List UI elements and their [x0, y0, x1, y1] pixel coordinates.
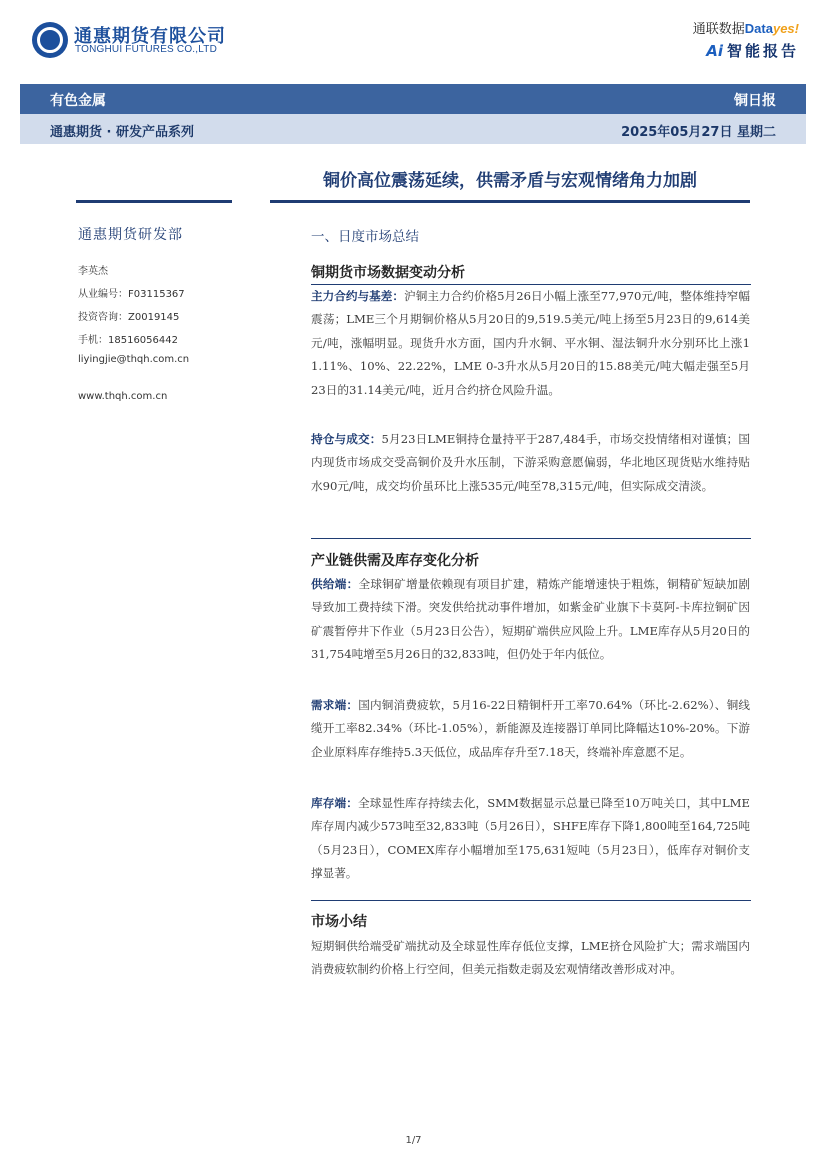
- paragraph-label: 库存端：: [311, 796, 358, 810]
- subsection-title-summary: 市场小结: [311, 914, 367, 930]
- paragraph-label: 主力合约与基差：: [311, 289, 405, 303]
- title-divider-right: [270, 200, 750, 203]
- subsection-title-market-data: 铜期货市场数据变动分析: [311, 265, 465, 281]
- paragraph-label: 需求端：: [311, 698, 359, 712]
- report-date: 2025年05月27日 星期二: [621, 125, 776, 140]
- advisory-number: 投资咨询：Z0019145: [78, 312, 180, 323]
- author-name: 李英杰: [78, 266, 108, 277]
- subsection-divider: [311, 900, 751, 901]
- email-link[interactable]: liyingjie@thqh.com.cn: [78, 354, 190, 365]
- paragraph-summary: 短期铜供给端受矿端扰动及全球显性库存低位支撑，LME挤仓风险扩大；需求端国内消费疲软制约价格上行空间，但美元指数走弱及宏观情绪改善形成对冲。: [311, 939, 750, 977]
- datayes-data: Data: [744, 21, 773, 36]
- subsection-title-supply-demand: 产业链供需及库存变化分析: [311, 553, 479, 569]
- page-number: 1/7: [405, 1135, 422, 1146]
- paragraph-label: 供给端：: [311, 577, 359, 591]
- datayes-prefix: 通联数据: [692, 21, 745, 36]
- report-type-label: 铜日报: [734, 93, 776, 109]
- datayes-yes: yes!: [772, 21, 799, 36]
- phone-number: 手机：18516056442: [78, 335, 178, 346]
- company-name-cn: 通惠期货有限公司: [74, 26, 226, 47]
- ai-report-logo: [706, 40, 799, 61]
- paragraph-demand: 需求端：国内铜消费疲软，5月16-22日精铜杆开工率70.64%（环比-2.62%）、铜线缆开工率82.34%（环比-1.05%），新能源及连接器订单同比降幅达10%-20%。下游企业原料库存维持5.3天低位，成品库存升至7.18天，终端补库意愿不足。: [311, 698, 750, 759]
- series-label: 通惠期货 · 研发产品系列: [50, 125, 194, 140]
- paragraph-main-contract: 主力合约与基差：沪铜主力合约价格5月26日小幅上涨至77,970元/吨，整体维持窄幅震荡；LME三个月期铜价格从5月20日的9,519.5美元/吨上扬至5月23日的9,614美元/吨，涨幅明显。现货升水方面，国内升水铜、平水铜、湿法铜升水分别环比上涨11.11%、10%、22.22%，LME 0-3升水从5月20日的15.88美元/吨大幅走强至5月23日的31.14美元/吨，近月合约挤仓风险升温。: [311, 289, 750, 397]
- research-dept: 通惠期货研发部: [78, 227, 183, 243]
- sector-label: 有色金属: [50, 93, 106, 109]
- paragraph-label: 持仓与成交：: [311, 432, 382, 446]
- paragraph-supply: 供给端：全球铜矿增量依赖现有项目扩建，精炼产能增速快于粗炼，铜精矿短缺加剧导致加工费持续下滑。突发供给扰动事件增加，如紫金矿业旗下卡莫阿-卡库拉铜矿因矿震暂停井下作业（5月23日公告），短期矿端供应风险上升。LME库存从5月20日的31,754吨增至5月26日的32,833吨，但仍处于年内低位。: [311, 577, 750, 662]
- datayes-logo: [693, 18, 799, 37]
- report-title: 铜价高位震荡延续，供需矛盾与宏观情绪角力加剧: [323, 171, 697, 191]
- banner-top: [20, 84, 806, 114]
- subsection-divider: [311, 538, 751, 539]
- title-divider-left: [76, 200, 232, 203]
- ai-report-label: 智能报告: [726, 42, 799, 60]
- ai-mark: Ai: [706, 42, 723, 60]
- company-name-en: TONGHUI FUTURES CO.,LTD: [75, 44, 218, 55]
- section-heading: 一、日度市场总结: [311, 229, 419, 245]
- cert-number: 从业编号：F03115367: [78, 289, 185, 300]
- paragraph-inventory: 库存端：全球显性库存持续去化，SMM数据显示总量已降至10万吨关口，其中LME库存周内减少573吨至32,833吨（5月26日），SHFE库存下降1,800吨至164,725吨（5月23日），COMEX库存小幅增加至175,631短吨（5月23日），低库存对铜价支撑显著。: [311, 796, 750, 881]
- banner-bottom: [20, 114, 806, 144]
- website-link[interactable]: www.thqh.com.cn: [78, 391, 168, 402]
- paragraph-positions: 持仓与成交：5月23日LME铜持仓量持平于287,484手，市场交投情绪相对谨慎；国内现货市场成交受高铜价及升水压制，下游采购意愿偏弱，华北地区现货贴水维持贴水90元/吨，成交均价虽环比上涨535元/吨至78,315元/吨，但实际成交清淡。: [311, 432, 750, 493]
- company-logo-icon: [32, 22, 68, 58]
